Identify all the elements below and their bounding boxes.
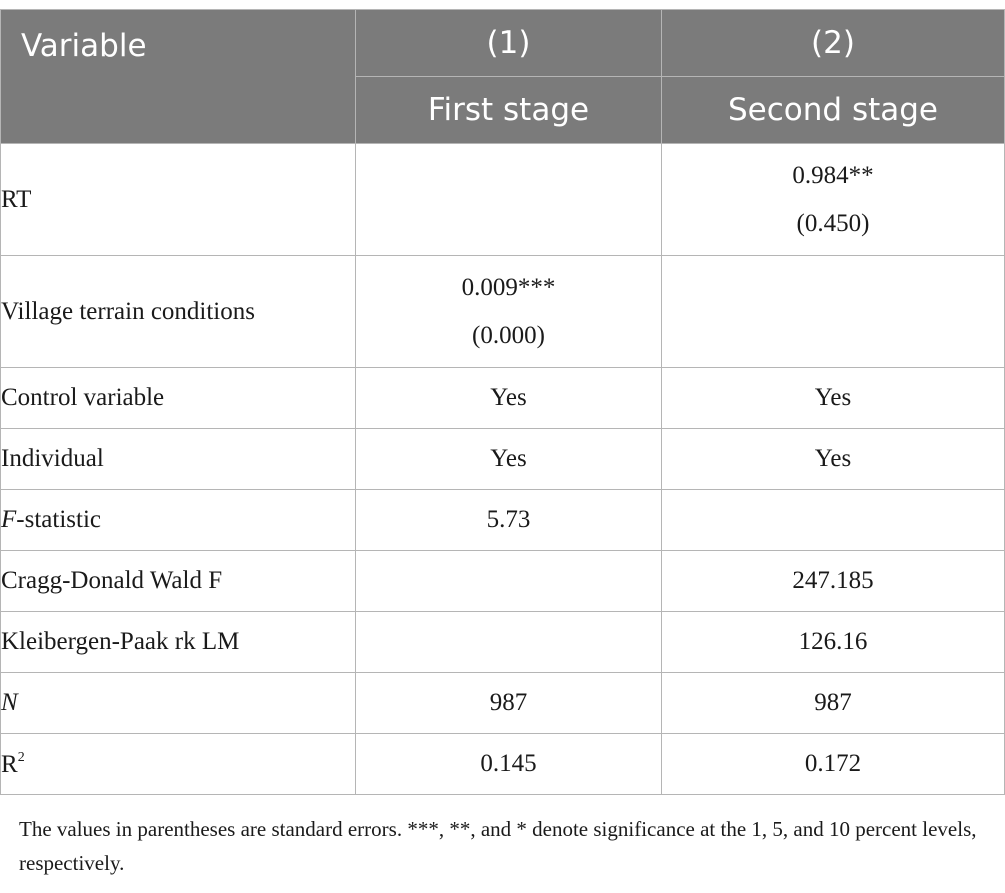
row-label: Control variable [1,368,356,429]
row-col2-cell: 0.172 [662,734,1005,795]
row-col1-cell [356,144,662,256]
row-col2-cell [662,256,1005,368]
header-col1-number: (1) [356,10,662,77]
table-row [1,144,1005,256]
label-base: R [1,750,18,778]
header-col1-label: First stage [356,77,662,144]
row-label [1,490,356,551]
coefficient: 0.009*** [461,273,556,301]
regression-results-table [0,9,1005,795]
row-col1-cell [356,612,662,673]
row-col1-cell: 5.73 [356,490,662,551]
standard-error: (0.000) [472,321,545,349]
row-col1-cell [356,256,662,368]
table-row [1,490,1005,551]
row-col1-cell: 0.145 [356,734,662,795]
row-label: Kleibergen-Paak rk LM [1,612,356,673]
label-superscript: 2 [17,749,25,765]
row-col1-cell [356,551,662,612]
header-col2-label: Second stage [662,77,1005,144]
row-label [1,734,356,795]
label-italic-part: F [1,506,17,533]
row-label: RT [1,144,356,256]
table-footnote: The values in parentheses are standard errors. ***, **, and * denote significance at the 1, 5, and 10 percent levels, respectively. [19,817,977,875]
table-header [1,10,1005,144]
standard-error: (0.450) [796,209,870,237]
table-row [1,551,1005,612]
header-variable: Variable [1,10,356,144]
row-label [1,673,356,734]
header-col2-number: (2) [662,10,1005,77]
row-col2-cell: 247.185 [662,551,1005,612]
table-row [1,734,1005,795]
table-row [1,368,1005,429]
row-col2-cell: 126.16 [662,612,1005,673]
table-row [1,256,1005,368]
row-col2-cell [662,144,1005,256]
coefficient: 0.984** [792,161,874,189]
row-col1-cell: 987 [356,673,662,734]
table-row [1,612,1005,673]
row-label: Individual [1,429,356,490]
label-italic-part: N [1,689,18,716]
row-col2-cell: 987 [662,673,1005,734]
row-label: Village terrain conditions [1,256,356,368]
row-col1-cell: Yes [356,368,662,429]
label-rest-part: -statistic [16,506,101,533]
row-col2-cell: Yes [662,368,1005,429]
row-label: Cragg-Donald Wald F [1,551,356,612]
row-col1-cell: Yes [356,429,662,490]
row-col2-cell: Yes [662,429,1005,490]
table-row [1,429,1005,490]
row-col2-cell [662,490,1005,551]
table-row [1,673,1005,734]
